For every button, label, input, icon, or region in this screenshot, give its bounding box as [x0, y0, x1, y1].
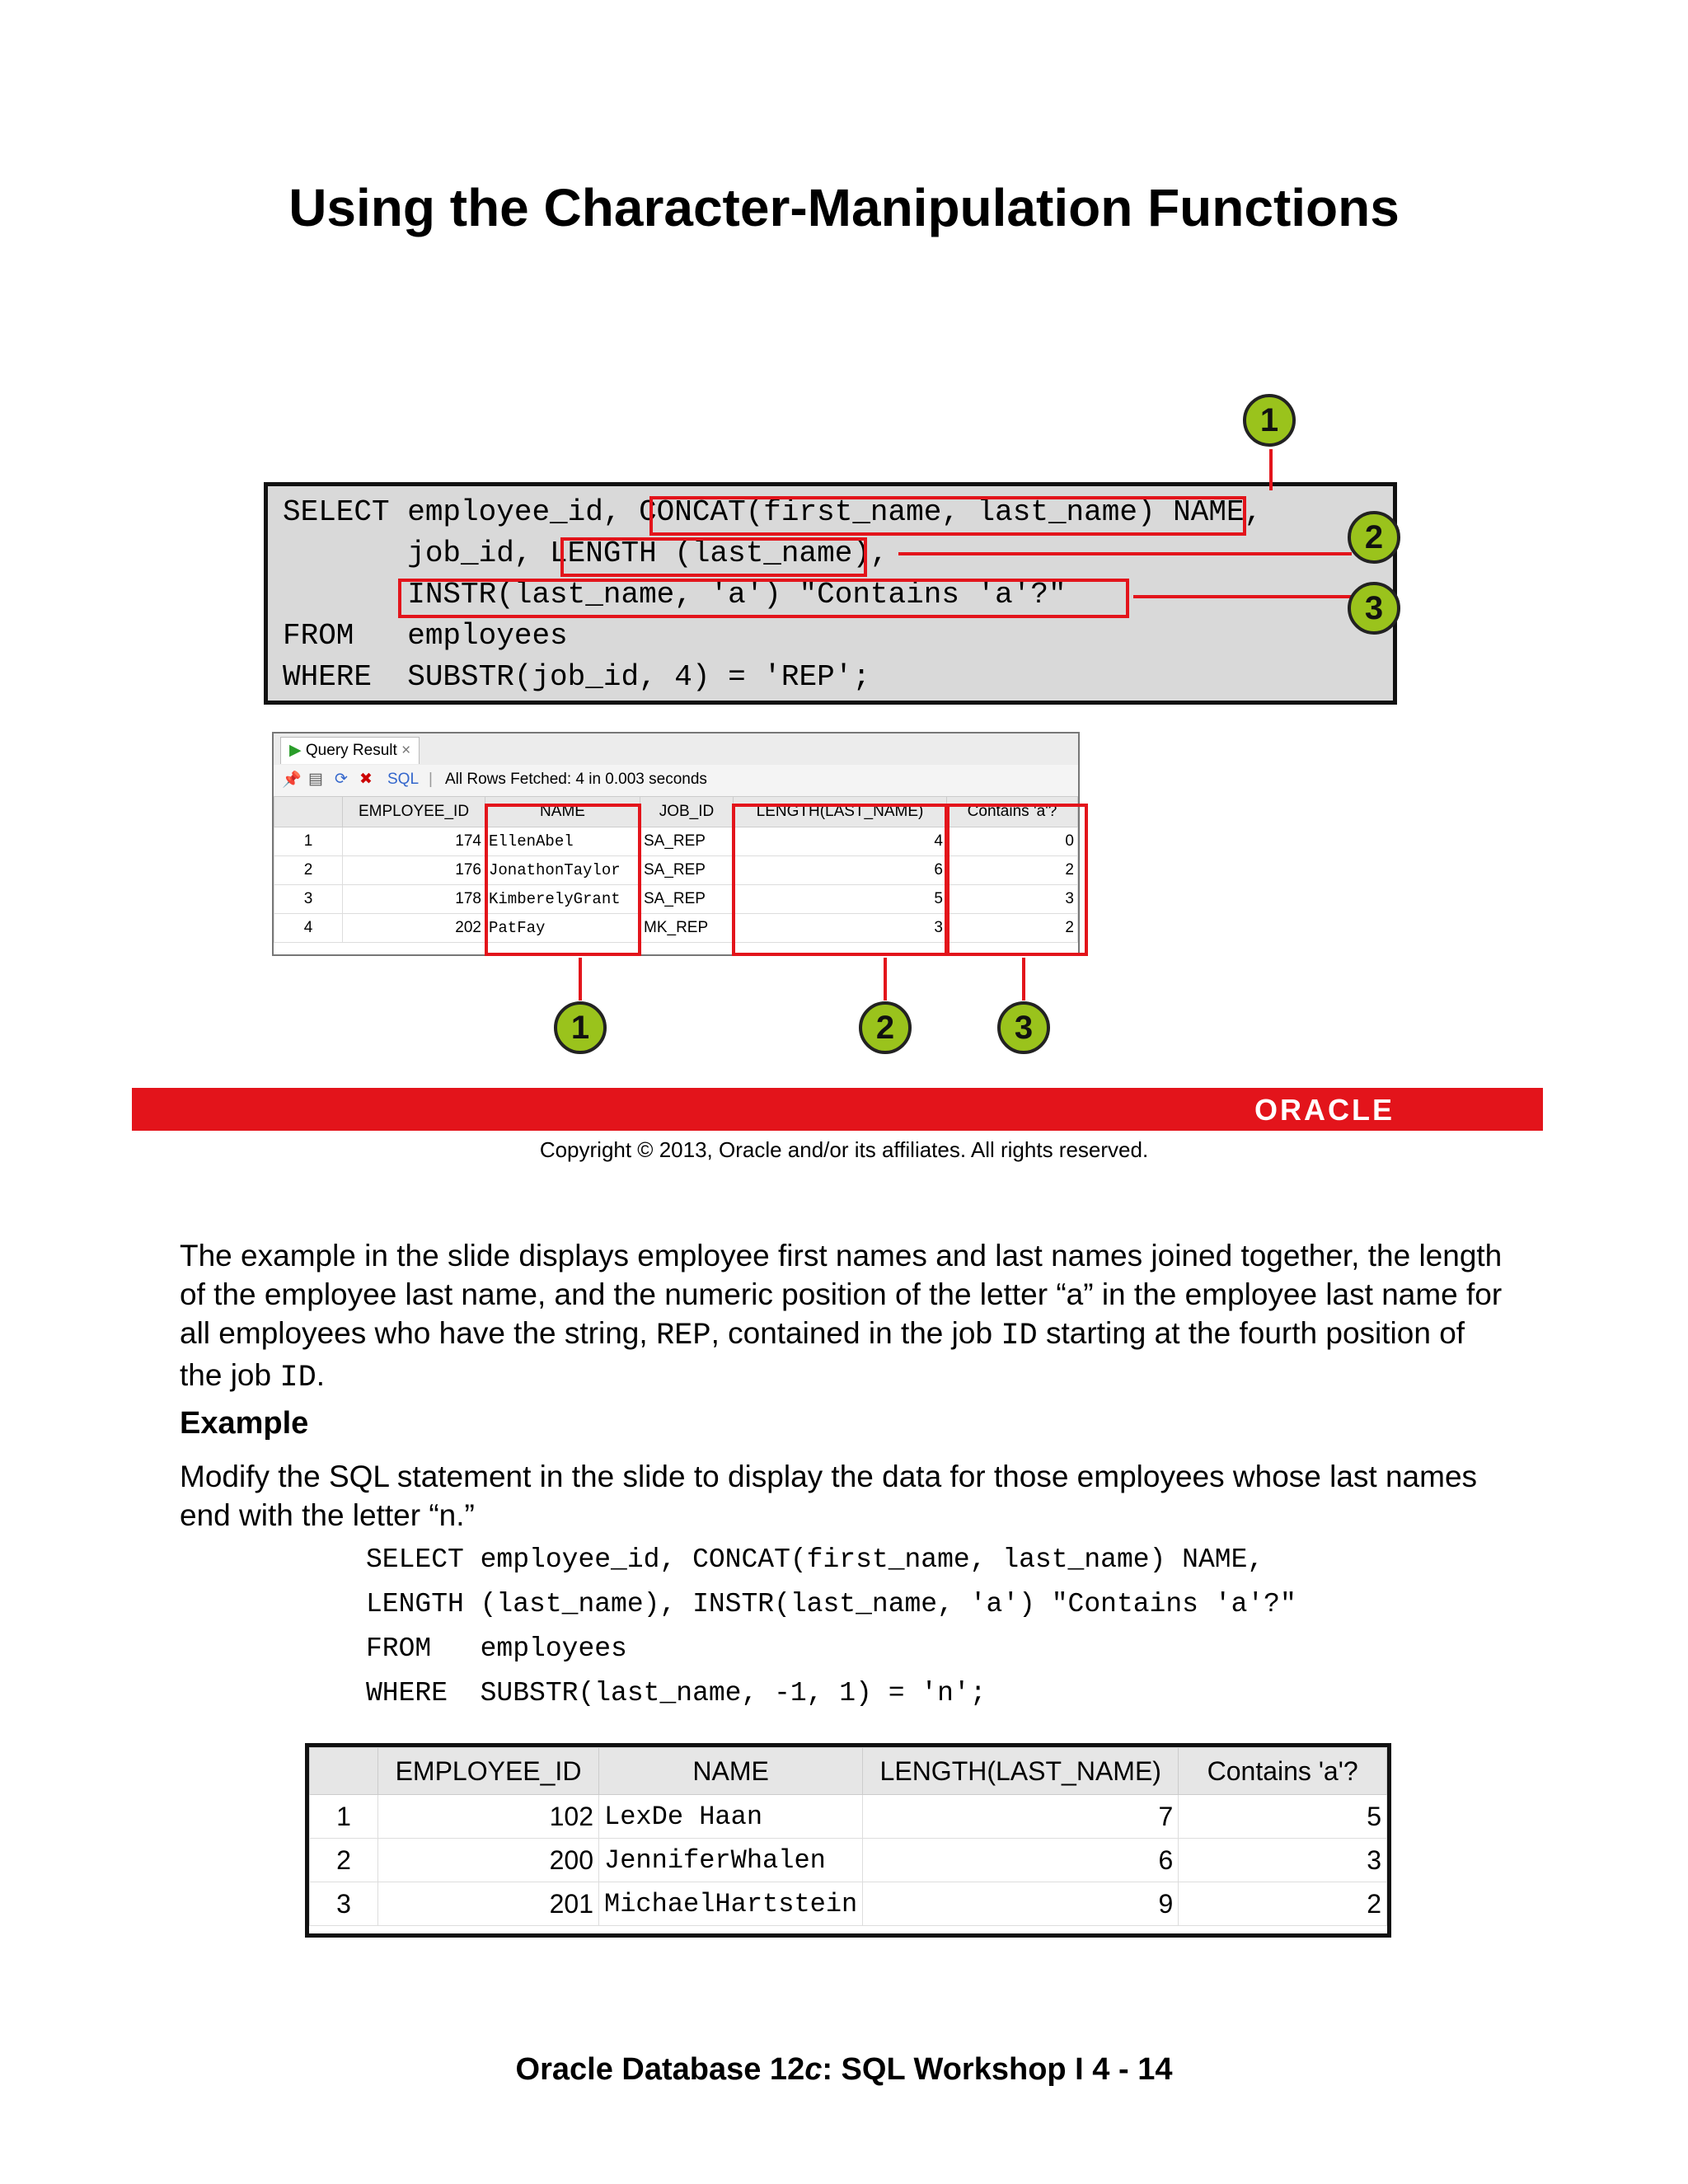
column-header[interactable]: JOB_ID — [640, 797, 734, 827]
arrow-line — [884, 958, 887, 1001]
tab-label: Query Result — [305, 742, 397, 759]
callout-2-badge: 2 — [859, 1001, 912, 1054]
page-footer: Oracle Database 12c: SQL Workshop I 4 - 14 — [515, 2052, 1173, 2087]
highlight-length-column — [732, 804, 948, 956]
sql-line: INSTR(last_name, 'a') "Contains 'a'?" — [283, 578, 1067, 612]
table-row[interactable]: 4 202 PatFay MK_REP 3 2 — [274, 914, 1078, 943]
example-sql-line: LENGTH (last_name), INSTR(last_name, 'a') "Contains 'a'?" — [366, 1589, 1296, 1619]
arrow-line — [1269, 449, 1273, 490]
arrow-line — [1133, 595, 1352, 598]
table-row[interactable]: 1 174 EllenAbel SA_REP 4 0 — [274, 827, 1078, 856]
table-row[interactable]: 2 176 JonathonTaylor SA_REP 6 2 — [274, 856, 1078, 885]
column-header[interactable]: NAME — [485, 797, 640, 827]
example-sql-line: FROM employees — [366, 1633, 627, 1664]
column-header[interactable]: NAME — [599, 1748, 863, 1795]
close-icon[interactable]: × — [401, 742, 411, 759]
highlight-contains-column — [946, 804, 1088, 956]
sql-line: job_id, LENGTH (last_name), — [283, 537, 889, 570]
callout-3-badge: 3 — [1348, 582, 1400, 635]
example-text: Modify the SQL statement in the slide to display the data for those employees whose last names end with the letter “n.” — [180, 1460, 1478, 1532]
callout-3-badge: 3 — [997, 1001, 1050, 1054]
column-header[interactable]: Contains 'a'? — [1179, 1748, 1387, 1795]
oracle-logo: ORACLE — [1254, 1093, 1395, 1127]
refresh-icon[interactable]: ⟳ — [335, 771, 348, 788]
example-sql-line: SELECT employee_id, CONCAT(first_name, last_name) NAME, — [366, 1544, 1264, 1575]
status-text: All Rows Fetched: 4 in 0.003 seconds — [445, 771, 707, 788]
arrow-line — [579, 958, 582, 1001]
column-header[interactable]: Contains 'a'? — [947, 797, 1078, 827]
column-header[interactable]: EMPLOYEE_ID — [378, 1748, 599, 1795]
description-paragraph: The example in the slide displays employee first names and last names joined together, the length of the employee last name, and the numeric position of the letter “a” in the employee last name for all employees who have the string, REP, contained in the job ID starting at the fourth position of the job ID. — [180, 1239, 1503, 1395]
example-result-grid — [305, 1743, 1391, 1938]
row-number-header — [274, 797, 343, 827]
highlight-name-column — [485, 804, 641, 956]
highlight-length — [560, 537, 867, 577]
run-icon: ▶ — [289, 742, 302, 759]
delete-icon[interactable]: ✖ — [359, 771, 373, 788]
table-row[interactable]: 3 201 MichaelHartstein 9 2 — [310, 1882, 1387, 1926]
callout-2-badge: 2 — [1348, 511, 1400, 564]
arrow-line — [898, 552, 1352, 555]
arrow-line — [1022, 958, 1025, 1001]
table-row[interactable]: 1 102 LexDe Haan 7 5 — [310, 1795, 1387, 1839]
sql-line: WHERE SUBSTR(job_id, 4) = 'REP'; — [283, 660, 870, 694]
oracle-banner — [132, 1088, 1543, 1131]
column-header[interactable]: LENGTH(LAST_NAME) — [863, 1748, 1179, 1795]
highlight-concat — [649, 496, 1246, 536]
column-header[interactable]: LENGTH(LAST_NAME) — [734, 797, 947, 827]
tab-query-result[interactable] — [280, 737, 420, 764]
example-sql-line: WHERE SUBSTR(last_name, -1, 1) = 'n'; — [366, 1678, 987, 1708]
tab-bar — [274, 733, 1078, 766]
row-number-header — [310, 1748, 378, 1795]
callout-1-badge: 1 — [554, 1001, 607, 1054]
sql-link[interactable]: SQL — [387, 771, 420, 788]
callout-1-badge: 1 — [1243, 394, 1296, 447]
example-heading: Example — [180, 1406, 309, 1441]
sql-line: SELECT employee_id, CONCAT(first_name, last_name) NAME, — [283, 495, 1263, 529]
page-title: Using the Character-Manipulation Functions — [288, 178, 1400, 237]
sql-code-box — [264, 482, 1397, 705]
sql-line: FROM employees — [283, 619, 568, 653]
copyright-text: Copyright © 2013, Oracle and/or its affiliates. All rights reserved. — [539, 1137, 1149, 1162]
table-row[interactable]: 3 178 KimberelyGrant SA_REP 5 3 — [274, 885, 1078, 914]
column-header[interactable]: EMPLOYEE_ID — [343, 797, 485, 827]
print-icon[interactable]: ▤ — [308, 771, 323, 788]
highlight-instr — [398, 579, 1129, 618]
pin-icon[interactable]: 📌 — [282, 771, 302, 789]
result-toolbar — [274, 765, 1078, 797]
table-row[interactable]: 2 200 JenniferWhalen 6 3 — [310, 1839, 1387, 1882]
separator: | — [429, 771, 433, 788]
